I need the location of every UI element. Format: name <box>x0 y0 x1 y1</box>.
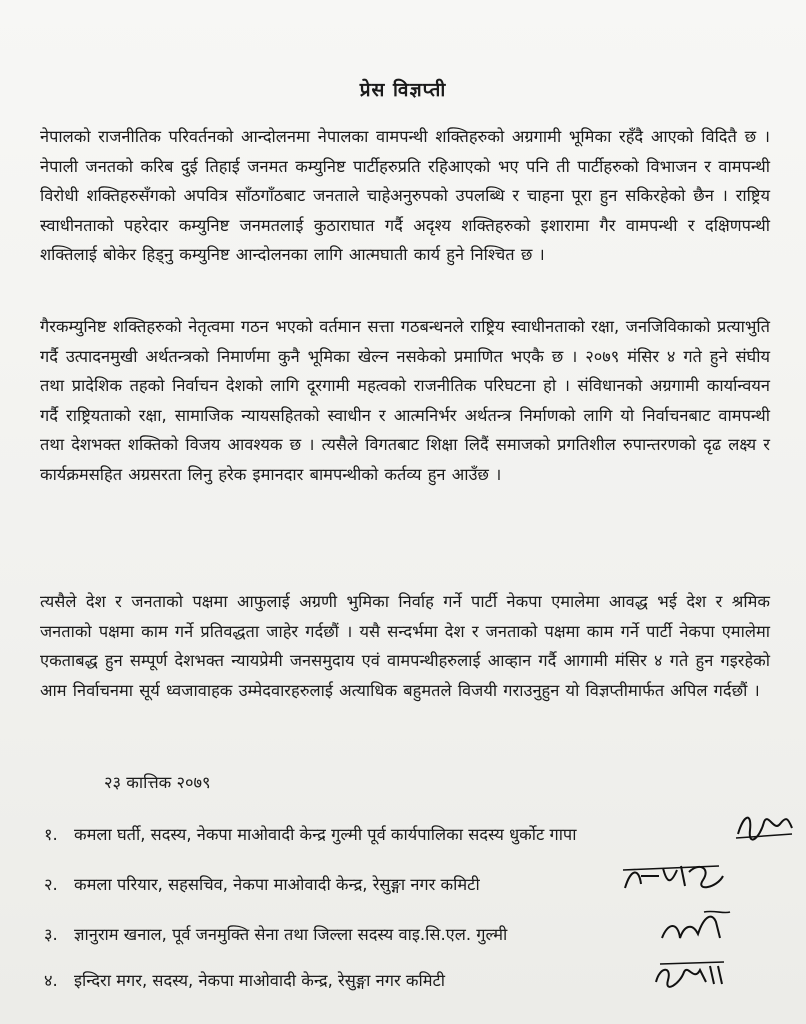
paragraph-1: नेपालको राजनीतिक परिवर्तनको आन्दोलनमा नेपालका वामपन्थी शक्तिहरुको अग्रगामी भूमिका रहँदै आएको विदितै छ । नेपाली जनतको करिब दुई तिहाई जनमत कम्युनिष्ट पार्टीहरुप्रति रहिआएको भए पनि ती पार्टीहरुको विभाजन र वामपन्थी विरोधी शक्तिहरुसँगको अपवित्र साँठगाँठबाट जनताले चाहेअनुरुपको उपलब्धि र चाहना पूरा हुन सकिरहेको छैन । राष्ट्रिय स्वाधीनताको पहरेदार कम्युनिष्ट जनमतलाई कुठाराघात गर्दै अदृश्य शक्तिहरुको इशारामा गैर वामपन्थी र दक्षिणपन्थी शक्तिलाई बोकेर हिड्नु कम्युनिष्ट आन्दोलनका लागि आत्मघाती कार्य हुने निश्चित छ । <box>40 127 770 264</box>
handwritten-signature-3 <box>654 908 734 950</box>
signatory-number: ४. <box>44 971 58 990</box>
handwritten-signature-1 <box>734 808 794 848</box>
signatory-text: कमला परियार, सहसचिव, नेकपा माओवादी केन्द्र, रेसुङ्गा नगर कमिटी <box>74 875 480 894</box>
signatory-text: इन्दिरा मगर, सदस्य, नेकपा माओवादी केन्द्र, रेसुङ्गा नगर कमिटी <box>74 971 446 990</box>
document-title: प्रेस विज्ञप्ती <box>359 79 447 101</box>
signatory-number: २. <box>44 875 58 894</box>
paragraph-3: त्यसैले देश र जनताको पक्षमा आफुलाई अग्रणी भुमिका निर्वाह गर्ने पार्टी नेकपा एमालेमा आवद्ध भई देश र श्रमिक जनताको पक्षमा काम गर्ने प्रतिवद्धता जाहेर गर्दछौं । यसै सन्दर्भमा देश र जनताको पक्षमा काम गर्ने पार्टी नेकपा एमालेमा एकताबद्ध हुन सम्पूर्ण देशभक्त न्यायप्रेमी जनसमुदाय एवं वामपन्थीहरुलाई आव्हान गर्दै आगामी मंसिर ४ गते हुन गइरहेको आम निर्वाचनमा सूर्य ध्वजावाहक उम्मेदवारहरुलाई अत्याधिक बहुमतले विजयी गराउनुहुन यो विज्ञप्तीमार्फत अपिल गर्दछौं । <box>40 592 770 700</box>
paragraph-2: गैरकम्युनिष्ट शक्तिहरुको नेतृत्वमा गठन भएको वर्तमान सत्ता गठबन्धनले राष्ट्रिय स्वाधीनताको रक्षा, जनजिविकाको प्रत्याभुति गर्दै उत्पादनमुखी अर्थतन्त्रको निमार्णमा कुनै भूमिका खेल्न नसकेको प्रमाणित भएकै छ । २०७९ मंसिर ४ गते हुने संघीय तथा प्रादेशिक तहको निर्वाचन देशको लागि दूरगामी महत्वको राजनीतिक परिघटना हो । संविधानको अग्रगामी कार्यान्वयन गर्दै राष्ट्रियताको रक्षा, सामाजिक न्यायसहितको स्वाधीन र आत्मनिर्भर अर्थतन्त्र निर्माणको लागि यो निर्वाचनबाट वामपन्थी तथा देशभक्त शक्तिको विजय आवश्यक छ । त्यसैले विगतबाट शिक्षा लिदैं समाजको प्रगतिशील रुपान्तरणको दृढ लक्ष्य र कार्यक्रमसहित अग्रसरता लिनु हरेक इमानदार बामपन्थीको कर्तव्य हुन आउँछ । <box>40 317 770 484</box>
signatory-row <box>44 872 784 912</box>
document-date: २३ कात्तिक २०७९ <box>104 773 211 792</box>
signatory-number: ३. <box>44 925 58 944</box>
signatory-text: ज्ञानुराम खनाल, पूर्व जनमुक्ति सेना तथा जिल्ला सदस्य वाइ.सि.एल. गुल्मी <box>74 925 508 944</box>
handwritten-signature-4 <box>650 954 730 994</box>
handwritten-signature-2 <box>619 858 729 898</box>
signatory-text: कमला घर्ती, सदस्य, नेकपा माओवादी केन्द्र गुल्मी पूर्व कार्यपालिका सदस्य धुर्कोट गापा <box>74 825 577 844</box>
signatory-row <box>44 968 784 1008</box>
signatory-number: १. <box>44 825 58 844</box>
signatory-row <box>44 822 784 862</box>
